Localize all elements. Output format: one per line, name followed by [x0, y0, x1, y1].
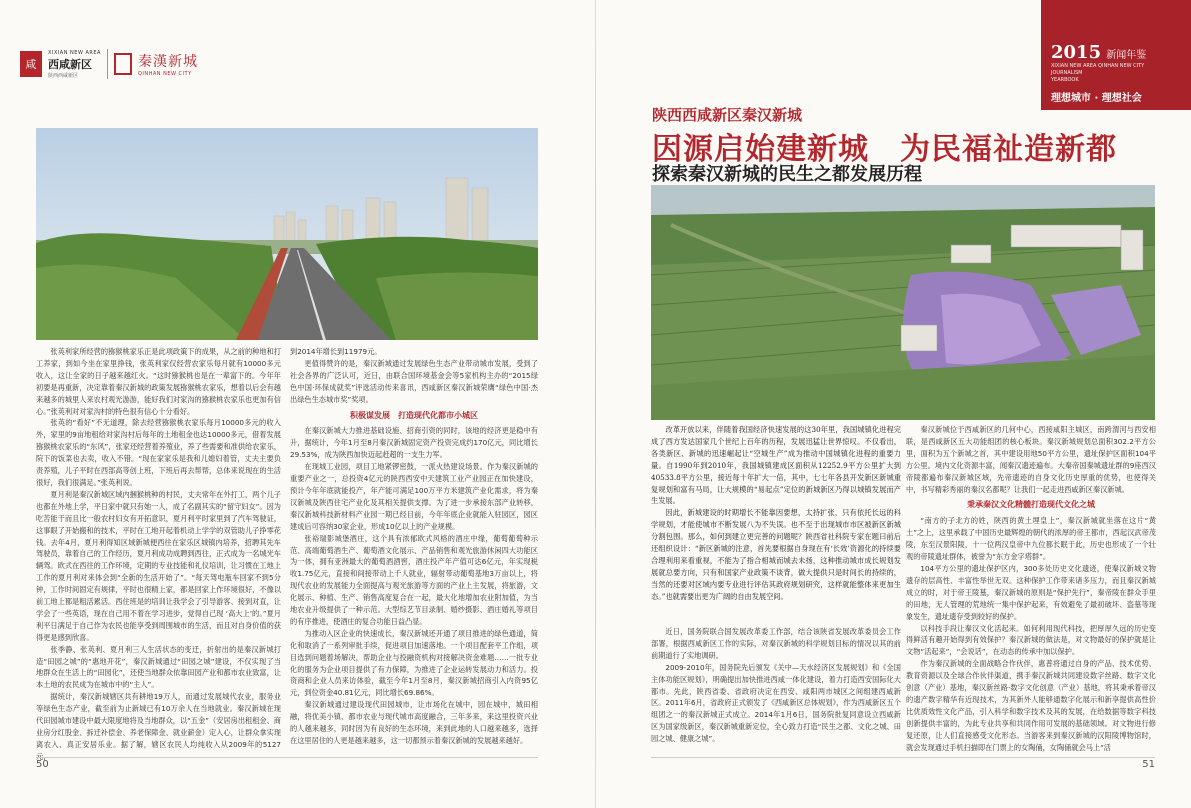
left-col1-para-3: 夏月利是秦汉新城区域内捆猴桃种的村民，丈夫常年在外打工，两个儿子也都在外地上学，平日家中就只有她一人，成了名副其实的“留守妇女”。因为吃苦能干而且比一般农村妇女有开拓意识，夏月利平时家里到了汽车驾驶证，这事眼了开始搬和的技术，平时在工地开起着机动上学学的双管助儿子挣零花钱。去年4月，夏月利得知区域新城便西往在家乐区城镇内培养，招聘其先车驾驶员，靠着自己的工作经历，夏月利成功成聘到西往，正式成为一名城光车辆驾。欧式在西往的工作环境，定期的专业技能和礼仪培训，让习惯在工地上工作的夏月利对来体会到“全新的生活开始了”。“每天驾电瓶车回家不到5分钟，工作时间固定有规律，平时也很精上家，都是回家上作环境很好，不像以前工地上都是粗活累活。西住班是的培训让我学会了引导游客、接到对直，让学会了一些英语，现在自己用不着在学习进步，觉得自己现 ‘高大上’的。”夏月利平日满足于自己作为农民也能享受到周围城市的生活，而且对自身价值的获得更是感到欣喜。	[36, 489, 281, 642]
left-column-2	[290, 346, 538, 747]
right-col2-para-5: 作为秦汉新城的全面战略合作伙伴，惠普将通过自身的产品、技术优势、教育资源以及全球合作伙伴渠道，携手秦汉新城共同建设数字丝路、数字文化创意（产业）基地，秦汉新丝路·数字文化创意（产业）基地，将其秉承着帝汉的遗产数字精华有近现技术，为其新外人能够通数字化展示和新享提供高性价比优质效性文化产品，引入科学和数字技术及其的发展，在给数据等数字科技创新提供丰富的，为此专业共享和共同作用可发展的基础领域。对文物进行修复还原，让人们直接感受文化形态。当游客来到秦汉新城的汉阳陵博物馆时，就会发现通过手机扫描即在门票上的女陶俑，女陶俑就会马上“活	[906, 659, 1156, 752]
yearbook-ribbon	[1041, 0, 1191, 110]
left-col1-para-1: 张英利家所经营的猕猴桃家乐正是此项政策下的成果，从之前的种地和打工养家，到如今坐在家里挣钱，张英利家仅经营农家乐每月就有10000多元收入，这让全家的日子越来越红火。“这时猕猴桃也是在一辈富下的。今年年初要是再重新，决定靠着秦汉新城的政策发展猕猴桃农家乐，想着以后会有越来越多的城里人来农村观光游游，能好我们对家沟的猕猴桃农家乐也更加有信心。”张英利对对家沟村的特色很有信心十分看好。	[36, 347, 281, 416]
logo-divider	[107, 49, 108, 79]
right-section-heading: 秉承秦汉文化精髓打造现代文化之城	[967, 500, 1095, 510]
right-col1-kai-para-1: 改革开放以来，伴随着我国经济快速发展的这30年里，我国城镇化进程完成了西方发达国家几个世纪上百年的历程，发展迅猛让世界惊叹。不仅看出，各类新区、新城的迅速崛起让“空城生产”成为推动中国城镇化进程的重要力量。自1990年到2010年，我国城镇建成区面积从12252.9平方公里扩大到40533.8平方公里，接近每十年扩大一倍，其中，七七年各县开发新区新城重复规划和富有马局，让大规模的“易起点”定位的新城新区乃得以城镇发展而产生发展。	[651, 425, 901, 506]
article-headline: 因源启始建新城 为民福祉造新都	[652, 132, 1117, 167]
right-col1-para-2: 2009-2010年，国务院先后颁发《关中—天水经济区发展规划》和《全国主体功能区规划》，明确提出加快推进西咸一体化建设，着力打造西安国际化大都市。先此，陕西省委、省政府决定在西安、咸阳两市城区之间组建西咸新区。2011年6月，省政府正式颁发了《西咸新区总体规划》，作为西咸新区五个组团之一的秦汉新城正式成立。2014年1月6日，国务院批复同意设立西咸新区为国家级新区，秦汉新城重新定位，全心致力打造“民生之都、文化之城、田园之城、健康之城”。	[651, 662, 901, 744]
xixian-logo-cn2: 陕西西咸新区	[48, 72, 79, 79]
left-footer-rule	[36, 757, 538, 758]
qinhan-logo-en: QINHAN NEW CITY	[137, 71, 192, 77]
right-col1-para-1: 近日，国务院联合国发展改革委工作部，结合该陕省发展改革委员会工作部署，根据西咸新区工作的实际，对秦汉新城的科学规划目标的情况以其的前前期道行了实地调研。	[651, 627, 901, 660]
left-col1-para-5: 据统计，秦汉新城辖区共有耕地19万人，而通过发展城代农业，服务业等绿色生态产业，截至前为止新城已有10万余人在当地就业。秦汉新城在现代田园城市建设中最大限度地将及当地群众，以“五金”（安居房出租租金、商业房分红股金、拆迁补偿金、养老保障金、就业薪金）定入心，让群众拿实现离农入、真正安居乐业。据了解，辖区农民人均纯收入从2009年的5127	[36, 692, 281, 749]
ribbon-sub2: JOURNALISM	[1051, 70, 1083, 76]
left-col2-para-3: 张裕瑞影城堡酒庄，这个具有浓郁欧式风格的酒庄中缘，葡萄葡萄种示范、高端葡萄酒生产、葡萄酒文化展示、产品销售和观光旅游休闲四大功能区为一体，拥有亚洲最大的葡萄酒酒窖，酒庄投产年产值可达6亿元，年实现税收1.75亿元，直接和间接带动上千人就业，辐射带动葡萄基地3万亩以上，将现代农业的发展能力全面提高与观光旅游等方面的产业上主发展，将旅游，文化展示、种植、生产、销售高度复合在一起，最大化地增加农业附加值，为当地农业升级提供了一种示范。大型综艺节目录制、婚纱摄影、酒庄婚礼等项目的有序推进，使酒庄的复合功能日益凸显。	[290, 533, 538, 626]
ribbon-sub1: XIXIAN NEW AREA QINHAN NEW CITY	[1051, 63, 1145, 69]
right-col1-kai-para-2: 因此，新城建设的时期增长不能靠因要想，太持扩张，只有依托长远的科学规划，才能使城市不断发展八为不失误。也不至于出现城市市区被新区新城分割包围。那么，如何到建立更完善的问题呢？陕西省社科院专家在题曰前后还组织设计：“新区新城的注意，首先要根据自身现在有‘长效’资源化的持续要合理利用来看重视，不能为了指合相城而城去未扬，这种推动城市成长规划发展就总要方向，只有和国家产业政策不谈背，做大提供只是时间长的持续的，当然的还要对区域内要专业进行评估其政府规划研究，这样就能整体来更加生态。”也就需要出更为广阔的自由发展空间。	[651, 508, 901, 601]
page-gutter	[595, 0, 596, 808]
xixian-logo-en: XIXIAN NEW AREA	[48, 49, 101, 56]
ribbon-year: 2015	[1051, 42, 1102, 63]
right-column-2	[906, 424, 1156, 753]
left-col2-para-2: 在现城工业园，项目工地紧锣密鼓，一派火热建设场景。作为秦汉新城的重要产业之一，总投资4亿元的陕西西安中天建筑工业产业园正在加快建设，预计今年年底就能投产，年产能可满足100万平方米建筑产业化需求，将为秦汉新城及陕西住宅产业化及其相关提供支撑。为了进一步承接东部产业转移，秦汉新城科技新材料产业园一期已经目前，今年年底企业就能入驻园区，园区建成后可容纳30家企业，形成10亿以上的产业规模。	[290, 462, 538, 531]
left-col1-para-2: 张英的“看好”不无道理，除去经营猕猴桃农家乐每月10000多元的收入外，家里的9亩地租给对家沟村后每年的土地租金也达10000多元，借着发展猕猴桃农家乐的“东风”，张家还经营着养殖业，养了些需要和准供给农家乐，院下的饭菜也去卖，收入不错。“现在家家乐是我和儿媳妇着管，丈夫主要负责养殖，儿子平时在西部高等创上班，下班后再去帮帮，总体来说现在的生活很好，我们很满足。”张英利说。	[36, 418, 281, 487]
xixian-logo-cn: 西咸新区	[48, 57, 92, 71]
page-number-left: 50	[36, 759, 49, 770]
aerial-scene-illustration	[651, 185, 1155, 420]
left-col2-para-5: 秦汉新城通过建设现代田园城市，让市场化在城中，园在城中，城田相融，将优美小镇、都市农业与现代城市高度融合，三年多来，来这里投资兴业的人越来越多，同时因为有良好的生态环境，来到此地的人口越来越多，选择在这里居住的人更是越来越多，这一切都预示着秦汉新城的发展越来越好。	[290, 700, 538, 745]
header-logos	[20, 44, 198, 84]
right-photo-aerial	[651, 185, 1155, 420]
left-col2-intro-2: 更值得赞许的是，秦汉新城通过发展绿色生态产业带动城市发展，受到了社会各界的广泛认可，近日，由联合国环境基金会等5家机构主办的“2015绿色中国·环保成就奖”评选活动传来喜讯，西咸新区秦汉新城荣膺“绿色中国·杰出绿色生态城市奖”奖项。	[290, 358, 538, 404]
ribbon-tag: 理想城市 · 理想社会	[1051, 93, 1142, 104]
xixian-logo	[48, 50, 101, 79]
xixian-seal-icon: 咸	[20, 51, 42, 77]
right-col2-para-2: “南方的子北方的姓，陕西的黄土埋皇上”，秦汉新城就坐落在这片“黄土”之上，这里承载了中国历史最辉煌的朝代的浓厚的帝王都市，西起汉武帝茂陵，东至汉景阳陵，十一位两汉皇帝中九位都长眠于此，历史也形成了一个壮观的帝陵遗址群体，被誉为“东方金字塔群”。	[906, 516, 1156, 562]
article-kicker: 陕西西咸新区秦汉新城	[652, 106, 803, 124]
left-col1-para-4: 张季静、张英利、夏月利三人生活状态的变迁，折射出的是秦汉新城打造“田园之城”的“惠地开花”，秦汉新城通过“田园之城”建设，不仅实现了当地群众在生活上的“田园化”，还使当地群众依靠田园产业和都市农业致富，让本土地的农民成为在城市中的“主人”。	[36, 644, 281, 690]
qinhan-logo-cn: 秦漢新城	[137, 54, 198, 70]
left-photo-road	[36, 128, 538, 340]
right-footer-rule	[651, 757, 1155, 758]
road-scene-illustration	[36, 128, 538, 340]
ribbon-year-cn: 新闻年鉴	[1106, 50, 1147, 61]
left-col2-para-4: 为推动入区企业的快速成长，秦汉新城还开通了项目推进的绿色通道，简化和取消了一系列审批手续，促进项目加速落地。一个项目配套平工作组，项目选到问题着场解决，帮助企业与投融资机构对接解决资金难题……一批专业化的服务为企业项目提供了有力保障，为推进了企业运转发展动力和活力。投资商和企业人员来访体验，截至今年1月至8月，秦汉新城招商引入内资95亿元，到位资金40.81亿元，同比增长69.86%。	[290, 628, 538, 698]
left-section-heading: 积极谋发展 打造现代化都市小城区	[350, 410, 478, 420]
article-subhead: 探索秦汉新城的民生之都发展历程	[652, 164, 922, 185]
page-number-right: 51	[1142, 759, 1155, 770]
right-column-1	[651, 424, 901, 603]
qinhan-emblem-icon	[114, 53, 132, 75]
right-column-1-lower	[651, 626, 901, 745]
left-col2-para-1: 在秦汉新城大力推进基础设施、招商引资的同时，该地的经济更是稳中有升，据统计，今年1月至8月秦汉新城固定资产投资完成约170亿元，同比增长29.53%，成为陕西加快迈起赶超的一支生力军。	[290, 426, 538, 460]
right-col2-para-1: 秦汉新城位于西咸新区的几何中心，西接咸阳主城区，南跨渭河与西安相联，是西咸新区五大功能组团的核心板块。秦汉新城规划总面积302.2平方公里，面积为五个新城之首，其中建设用地50平方公里，遗址保护区面积104平方公里。境内文化资源丰富，闻秦汉遗迹遍布。大秦帝国秦城遗址群的9座西汉帝陵都遍布秦汉新城区域，先帝遗迹的自身文化历史厚重的优势，也使得关中，书写精彩秀丽的秦汉名都呢？让我们一起走进西咸新区秦汉新城。	[906, 425, 1156, 494]
qinhan-logo	[138, 51, 198, 77]
left-column-1	[36, 346, 281, 763]
right-col2-para-3: 104平方公里的遗址保护区内，300多处历史文化遗迹，使秦汉新城文物遗存的层高性、丰富性举世无双。这种保护工作带来诸多压力，而且秦汉新城成立的时，对于帝王陵墓，秦汉新城的原则是“保护先行”，秦帝陵在群众手里的田地，无人管理的荒地统一集中保护起来，有效避免了最初破坏、盗墓等现象发生，遗址遗存受到较好的保护。	[906, 563, 1156, 621]
ribbon-sub3: YEARBOOK	[1051, 77, 1079, 83]
left-col2-intro-1: 到2014年增长到11979元。	[290, 347, 382, 356]
right-col2-para-4: 以科技手段让秦汉文化活起来。如何利用现代科技，把厚厚久远的历史变得鲜活有趣开始得到有效保护？秦汉新城的做法是，对文物最好的保护就是让文物“活起来”，“会说话”，在动态的传承中加以保护。	[906, 623, 1156, 657]
